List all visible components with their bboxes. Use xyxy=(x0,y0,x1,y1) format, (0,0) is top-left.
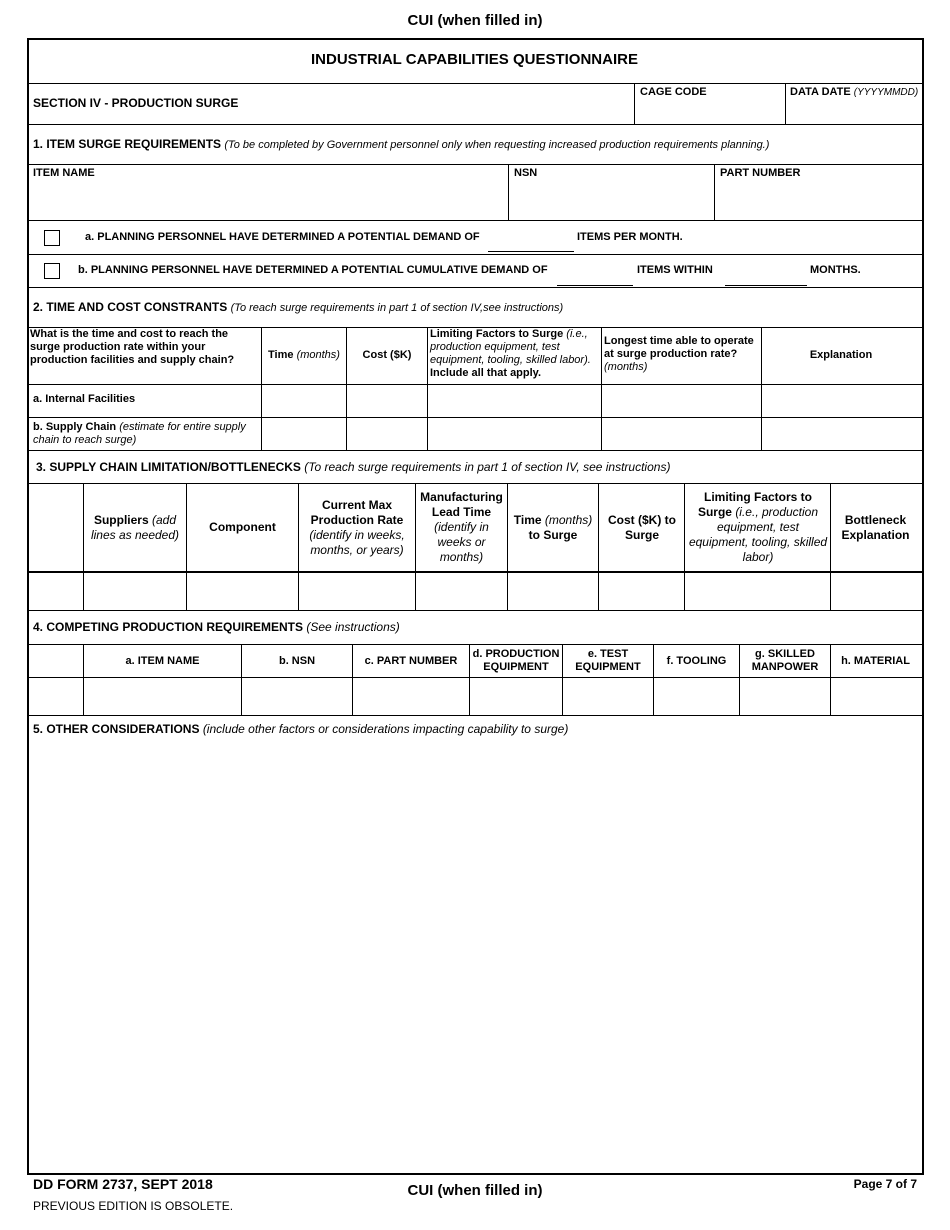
part-number-field[interactable] xyxy=(716,182,919,218)
other-considerations-field[interactable] xyxy=(30,740,918,1168)
part3-heading: 3. SUPPLY CHAIN LIMITATION/BOTTLENECKS (To reach surge requirements in part 1 of section IV, see instructions) xyxy=(36,460,671,474)
p4-col-material: h. MATERIAL xyxy=(841,654,910,667)
cage-code-field[interactable] xyxy=(636,100,784,122)
p2-col-explanation: Explanation xyxy=(809,349,873,361)
demand-checkbox-b[interactable] xyxy=(44,263,60,279)
p2-supply-limiting[interactable] xyxy=(428,418,600,449)
data-date-field[interactable] xyxy=(787,100,919,122)
p3-row-suppliers[interactable] xyxy=(84,574,185,609)
nsn-label: NSN xyxy=(514,167,538,179)
p3-row-time[interactable] xyxy=(508,574,597,609)
p2-internal-time[interactable] xyxy=(262,385,345,416)
p3-row-limiting[interactable] xyxy=(685,574,829,609)
p4-row-test-equipment[interactable] xyxy=(563,679,652,714)
p4-col-part-number: c. PART NUMBER xyxy=(364,654,458,667)
data-date-label: DATA DATE (YYYYMMDD) xyxy=(790,86,919,98)
p2-internal-explanation[interactable] xyxy=(762,385,919,416)
p4-row-item-name[interactable] xyxy=(84,679,240,714)
form-title: INDUSTRIAL CAPABILITIES QUESTIONNAIRE xyxy=(311,51,638,68)
cage-code-label: CAGE CODE xyxy=(640,86,707,98)
p2-row-internal: a. Internal Facilities xyxy=(33,393,136,405)
p4-row-skilled-manpower[interactable] xyxy=(740,679,829,714)
demand-checkbox-a[interactable] xyxy=(44,230,60,246)
demand-b-months: MONTHS. xyxy=(810,264,861,276)
p2-row-supply: b. Supply Chain (estimate for entire supply chain to reach surge) xyxy=(33,421,246,446)
p4-col-production-equipment: d. PRODUCTION EQUIPMENT xyxy=(472,648,560,673)
p3-row-number[interactable] xyxy=(30,574,82,609)
demand-a-field[interactable] xyxy=(488,251,574,252)
p2-col-question: What is the time and cost to reach the surge production rate within your production facilities and supply chain? xyxy=(30,328,235,366)
p2-col-cost: Cost ($K) xyxy=(362,349,412,361)
p3-row-bottleneck[interactable] xyxy=(831,574,919,609)
p4-col-tooling: f. TOOLING xyxy=(666,654,727,667)
cui-header: CUI (when filled in) xyxy=(407,12,543,29)
part-number-label: PART NUMBER xyxy=(720,167,801,179)
demand-b-months-field[interactable] xyxy=(725,285,807,286)
p3-row-cost[interactable] xyxy=(599,574,683,609)
demand-b-within: ITEMS WITHIN xyxy=(637,264,713,276)
p2-col-limiting: Limiting Factors to Surge (i.e., production equipment, test equipment, tooling, skilled labor). Include all that apply. xyxy=(430,328,591,379)
p4-col-item-name: a. ITEM NAME xyxy=(125,654,200,667)
p2-internal-longest[interactable] xyxy=(602,385,760,416)
p2-col-time: Time (months) xyxy=(268,349,340,361)
p4-col-test-equipment: e. TEST EQUIPMENT xyxy=(575,648,641,673)
p4-row-part-number[interactable] xyxy=(353,679,468,714)
demand-a-text: a. PLANNING PERSONNEL HAVE DETERMINED A POTENTIAL DEMAND OF xyxy=(85,231,480,243)
p3-col-limiting: Limiting Factors to Surge (i.e., production equipment, test equipment, tooling, skilled labor) xyxy=(688,490,828,564)
page-number: Page 7 of 7 xyxy=(853,1177,917,1191)
p2-internal-cost[interactable] xyxy=(347,385,426,416)
p4-col-skilled-manpower: g. SKILLED MANPOWER xyxy=(751,648,819,673)
nsn-field[interactable] xyxy=(510,182,712,218)
p3-col-lead-time: Manufacturing Lead Time (identify in weeks or months) xyxy=(420,490,503,564)
part2-heading: 2. TIME AND COST CONSTRANTS (To reach surge requirements in part 1 of section IV,see instructions) xyxy=(33,300,564,314)
p4-row-material[interactable] xyxy=(831,679,919,714)
p3-col-component: Component xyxy=(209,520,276,534)
demand-a-units: ITEMS PER MONTH. xyxy=(577,231,683,243)
section-title: SECTION IV - PRODUCTION SURGE xyxy=(33,96,239,110)
p2-supply-cost[interactable] xyxy=(347,418,426,449)
cui-footer: CUI (when filled in) xyxy=(407,1182,543,1199)
p2-internal-limiting[interactable] xyxy=(428,385,600,416)
p3-row-lead-time[interactable] xyxy=(416,574,506,609)
demand-b-items-field[interactable] xyxy=(557,285,633,286)
p4-row-tooling[interactable] xyxy=(654,679,738,714)
part4-heading: 4. COMPETING PRODUCTION REQUIREMENTS (See instructions) xyxy=(33,620,400,634)
p2-col-longest: Longest time able to operate at surge production rate? (months) xyxy=(604,335,754,373)
p3-col-bottleneck: Bottleneck Explanation xyxy=(841,512,910,542)
p3-col-cost: Cost ($K) to Surge xyxy=(608,512,676,542)
p3-row-component[interactable] xyxy=(187,574,297,609)
previous-edition: PREVIOUS EDITION IS OBSOLETE. xyxy=(33,1199,234,1213)
p2-supply-explanation[interactable] xyxy=(762,418,919,449)
item-name-label: ITEM NAME xyxy=(33,167,95,179)
p4-col-nsn: b. NSN xyxy=(278,654,316,667)
p4-row-nsn[interactable] xyxy=(242,679,351,714)
demand-b-text: b. PLANNING PERSONNEL HAVE DETERMINED A POTENTIAL CUMULATIVE DEMAND OF xyxy=(78,264,548,276)
p2-supply-longest[interactable] xyxy=(602,418,760,449)
part5-heading: 5. OTHER CONSIDERATIONS (include other factors or considerations impacting capability to surge) xyxy=(33,722,569,736)
p3-col-max-rate: Current Max Production Rate (identify in weeks, months, or years) xyxy=(309,497,405,557)
p4-row-production-equipment[interactable] xyxy=(470,679,561,714)
p2-supply-time[interactable] xyxy=(262,418,345,449)
item-name-field[interactable] xyxy=(30,182,506,218)
form-id: DD FORM 2737, SEPT 2018 xyxy=(33,1176,213,1192)
p3-col-time: Time (months) to Surge xyxy=(513,512,593,542)
part1-heading: 1. ITEM SURGE REQUIREMENTS (To be completed by Government personnel only when requesting increased production requirements planning.) xyxy=(33,137,770,151)
p4-row-number[interactable] xyxy=(30,679,82,714)
p3-row-max-rate[interactable] xyxy=(299,574,414,609)
p3-col-suppliers: Suppliers (add lines as needed) xyxy=(90,512,180,542)
